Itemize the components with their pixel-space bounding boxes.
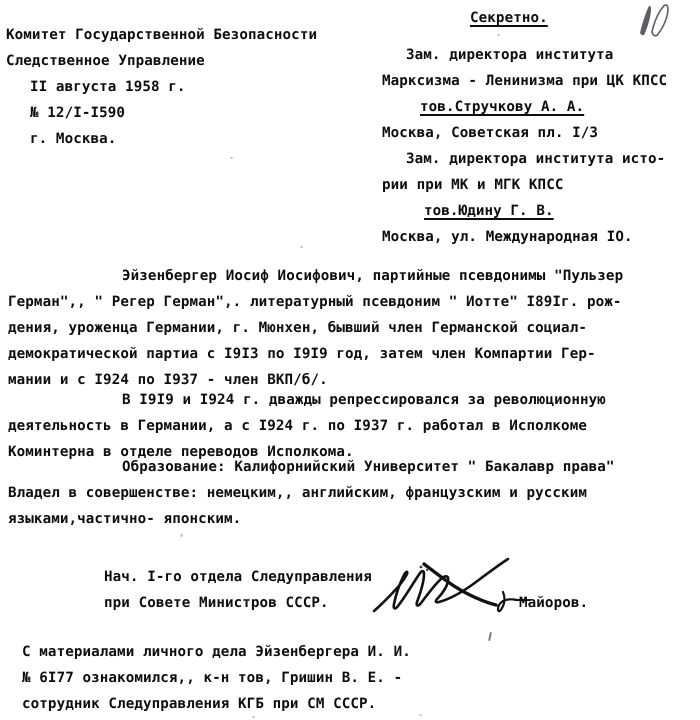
header-left-line-3: II августа 1958 г. [30, 79, 186, 95]
scan-speck [488, 632, 492, 641]
signatory-title-line-2: при Совете Министров СССР. [104, 595, 329, 611]
scan-speck [300, 246, 303, 248]
addressee-2-role-line-1: Зам. директора института исто- [406, 151, 666, 167]
addressee-1-address: Москва, Советская пл. I/З [382, 125, 599, 141]
scan-speck [230, 157, 233, 159]
addressee-2-name: тов.Юдину Г. В. [424, 203, 554, 219]
addressee-1-role-line-2: Марксизма - Ленинизма при ЦК КПСС [382, 73, 668, 89]
signatory-name: Майоров. [519, 595, 589, 611]
scan-speck [419, 714, 422, 716]
addressee-2-role-line-2: рии при МК и МГК КПСС [382, 177, 564, 193]
footer-note-line-3: сотрудник Следуправления КГБ при СМ СССР. [22, 696, 377, 712]
scan-speck [180, 534, 183, 537]
body-p2-line-2: деятельность в Германии, а с I924 г. по I937 г. работал в Исполкоме [8, 418, 587, 434]
body-p1-line-1: Эйзенбергер Иосиф Иосифович, партийные псевдонимы "Пульзер [122, 268, 624, 284]
handwritten-folio-number-icon [632, 2, 676, 40]
header-left-line-1: Комитет Государственной Безопасности [6, 27, 318, 43]
scan-speck [252, 716, 255, 718]
footer-note-line-2: № 6I77 ознакомился,, к-н тов, Гришин В. Е. - [22, 670, 403, 686]
header-left-line-4: № 12/I-I590 [30, 105, 126, 121]
body-p3-line-1: Образование: Калифорнийский Университет " Бакалавр права" [122, 459, 615, 475]
addressee-1-role-line-1: Зам. директора института [406, 47, 614, 63]
body-p1-line-4: демократической партиа с I9I3 по I9I9 год, затем член Компартии Гер- [8, 346, 596, 362]
footer-note-line-1: С материалами личного дела Эйзенбергера И. И. [22, 644, 411, 660]
classification-stamp: Секретно. [470, 10, 548, 26]
signatory-title-line-1: Нач. I-го отдела Следуправления [104, 569, 372, 585]
header-left-line-5: г. Москва. [30, 131, 117, 147]
body-p1-line-5: мании и с I924 по I937 - член ВКП/б/. [8, 372, 328, 388]
body-p3-line-2: Владел в совершенстве: немецким,, английским, французским и русским [8, 485, 587, 501]
body-p1-line-3: дения, уроженца Германии, г. Мюнхен, бывший член Германской социал- [8, 320, 587, 336]
scan-speck [497, 34, 500, 36]
body-p2-line-3: Коминтерна в отделе переводов Исполкома. [8, 444, 354, 460]
addressee-2-address: Москва, ул. Международная IO. [382, 229, 633, 245]
header-left-line-2: Следственное Управление [6, 53, 205, 69]
addressee-1-name: тов.Стручкову А. А. [420, 99, 585, 115]
body-p1-line-2: Герман",, " Регер Герман",. литературный псевдоним " Иотте" I89Iг. рож- [8, 294, 622, 310]
body-p2-line-1: В I9I9 и I924 г. дважды репрессировался за революционную [122, 392, 606, 408]
body-p3-line-3: языками,частично- японским. [8, 511, 242, 527]
